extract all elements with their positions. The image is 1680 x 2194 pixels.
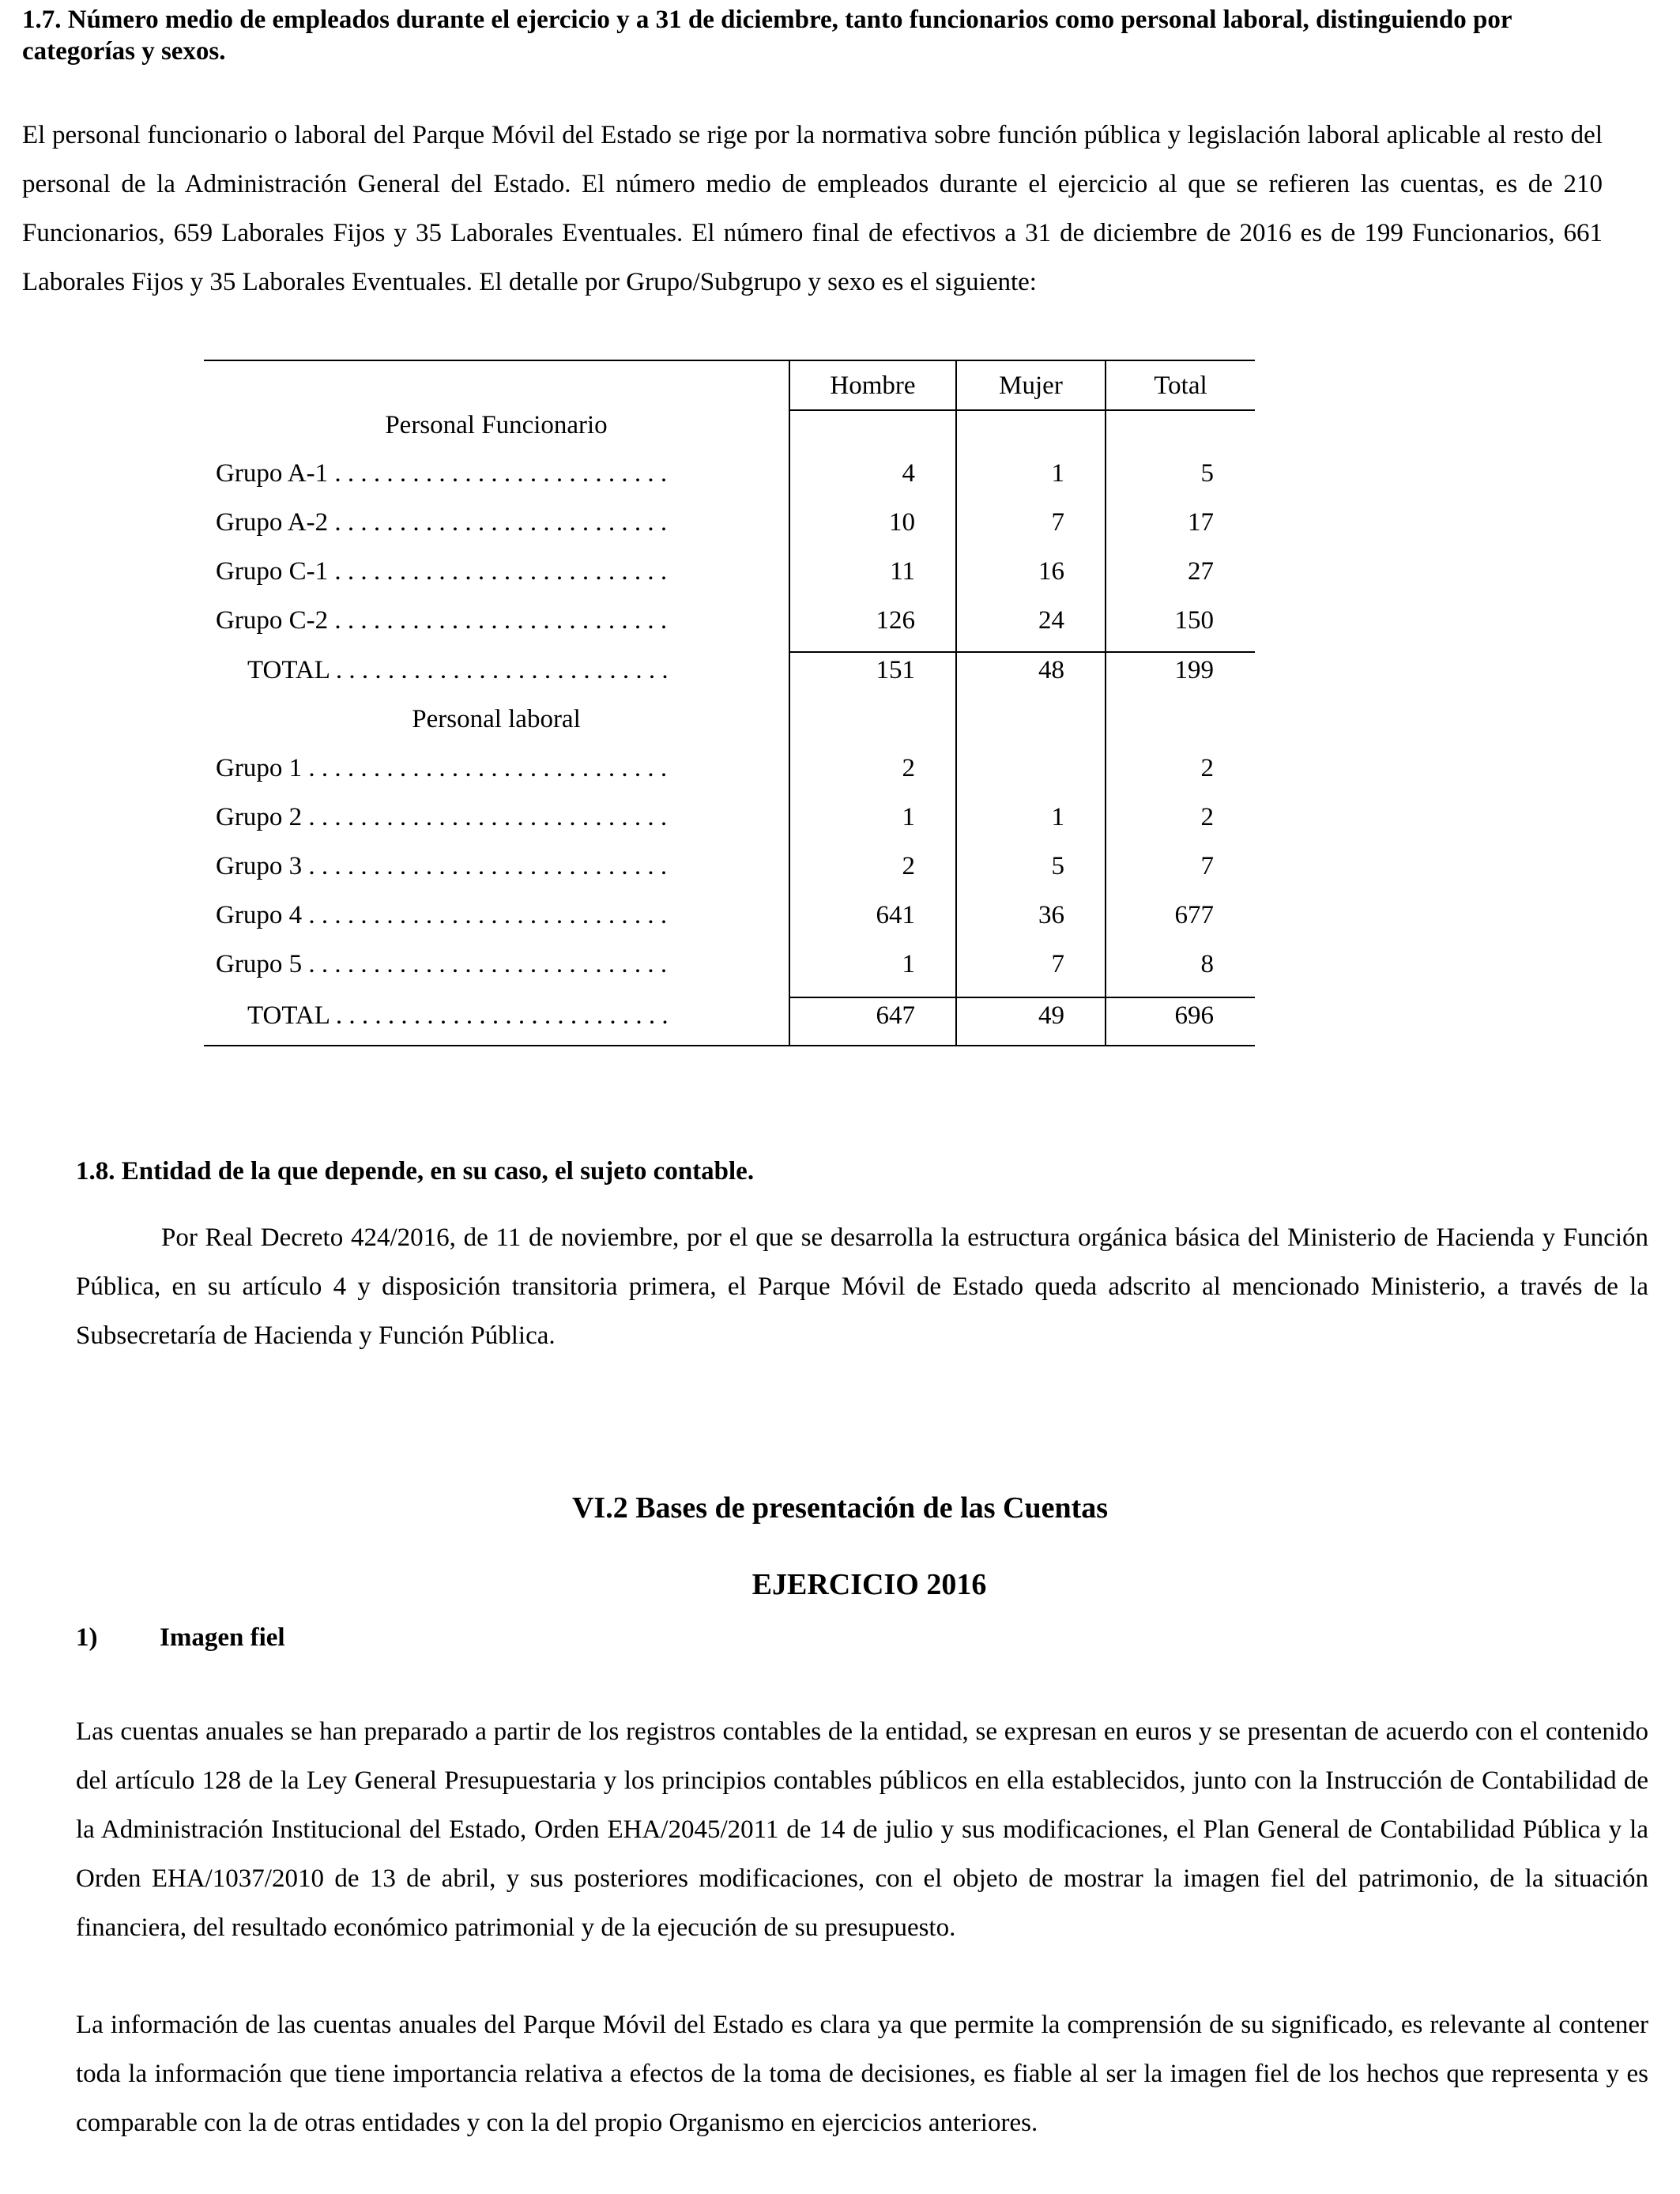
row-label-c2: Grupo C-2 . . . . . . . . . . . . . . . . . . . . . . . . . . bbox=[216, 606, 668, 635]
row-label-grupo-2: Grupo 2 . . . . . . . . . . . . . . . . . . . . . . . . . . . . bbox=[216, 803, 668, 831]
vi2-subtitle: EJERCICIO 2016 bbox=[751, 1568, 987, 1601]
cell-hombre: 641 bbox=[876, 901, 915, 929]
cell-hombre: 10 bbox=[889, 508, 915, 537]
cell-total-total: 199 bbox=[1174, 656, 1214, 684]
cell-mujer: 24 bbox=[1038, 606, 1064, 635]
cell-total: 27 bbox=[1188, 557, 1214, 586]
cell-hombre: 4 bbox=[902, 459, 915, 488]
header-hombre: Hombre bbox=[830, 371, 916, 400]
laboral-total-rule bbox=[789, 997, 1255, 998]
section-title-laboral: Personal laboral bbox=[412, 705, 581, 733]
vi2-title: VI.2 Bases de presentación de las Cuentas bbox=[571, 1491, 1109, 1525]
cell-mujer: 36 bbox=[1038, 901, 1064, 929]
cell-mujer-total: 48 bbox=[1038, 656, 1064, 684]
cell-total: 677 bbox=[1174, 901, 1214, 929]
cell-total: 2 bbox=[1200, 803, 1214, 831]
cell-mujer bbox=[955, 752, 1064, 784]
cell-mujer: 7 bbox=[1051, 950, 1064, 978]
table-bottom-rule bbox=[204, 1045, 1255, 1046]
section-1-7-paragraph: El personal funcionario o laboral del Parque Móvil del Estado se rige por la normativa sobre función pública y legislación laboral aplicable al resto del personal de la Administración General del Estado. El número medio de empleados durante el ejercicio al que se refieren las cuentas, es de 210 Funcionarios, 659 Laborales Fijos y 35 Laborales Eventuales. El número final de efectivos a 31 de diciembre de 2016 es de 199 Funcionarios, 661 Laborales Fijos y 35 Laborales Eventuales. El detalle por Grupo/Subgrupo y sexo es el siguiente: bbox=[22, 121, 1603, 296]
cell-hombre-total: 151 bbox=[876, 656, 915, 684]
cell-mujer: 7 bbox=[1051, 508, 1064, 537]
cell-total: 7 bbox=[1200, 852, 1214, 880]
cell-hombre: 1 bbox=[902, 950, 915, 978]
header-total: Total bbox=[1154, 371, 1207, 400]
row-label-laboral-total: TOTAL . . . . . . . . . . . . . . . . . . . . . . . . . . bbox=[247, 1001, 669, 1030]
header-mujer: Mujer bbox=[999, 371, 1063, 400]
cell-hombre: 2 bbox=[902, 754, 915, 782]
row-label-a2: Grupo A-2 . . . . . . . . . . . . . . . . . . . . . . . . . . bbox=[216, 508, 668, 537]
cell-hombre: 1 bbox=[902, 803, 915, 831]
cell-total: 17 bbox=[1188, 508, 1214, 537]
section-title-funcionario: Personal Funcionario bbox=[385, 411, 608, 439]
row-label-grupo-3: Grupo 3 . . . . . . . . . . . . . . . . . . . . . . . . . . . . bbox=[216, 852, 668, 880]
item-number: 1) bbox=[76, 1623, 98, 1652]
cell-hombre-total: 647 bbox=[876, 1001, 915, 1030]
cell-total-total: 696 bbox=[1174, 1001, 1214, 1030]
row-label-grupo-1: Grupo 1 . . . . . . . . . . . . . . . . . . . . . . . . . . . . bbox=[216, 754, 668, 782]
table-top-rule bbox=[204, 360, 1255, 361]
item-title: Imagen fiel bbox=[160, 1623, 285, 1652]
cell-hombre: 11 bbox=[890, 557, 915, 586]
cell-hombre: 2 bbox=[902, 852, 915, 880]
section-1-8-paragraph: Por Real Decreto 424/2016, de 11 de noviembre, por el que se desarrolla la estructura orgánica básica del Ministerio de Hacienda y Función Pública, en su artículo 4 y disposición transitoria primera, el Parque Móvil de Estado queda adscrito al mencionado Ministerio, a través de la Subsecretaría de Hacienda y Función Pública. bbox=[76, 1223, 1648, 1350]
row-label-grupo-4: Grupo 4 . . . . . . . . . . . . . . . . . . . . . . . . . . . . bbox=[216, 901, 668, 929]
funcionario-total-rule bbox=[789, 651, 1255, 653]
cell-mujer: 1 bbox=[1051, 459, 1064, 488]
imagen-fiel-paragraph-1: Las cuentas anuales se han preparado a partir de los registros contables de la entidad, se expresan en euros y se presentan de acuerdo con el contenido del artículo 128 de la Ley General Presupuestaria y los principios contables públicos en ella establecidos, junto con la Instrucción de Contabilidad de la Administración Institucional del Estado, Orden EHA/2045/2011 de 14 de julio y sus modificaciones, el Plan General de Contabilidad Pública y la Orden EHA/1037/2010 de 13 de abril, y sus posteriores modificaciones, con el objeto de mostrar la imagen fiel del patrimonio, de la situación financiera, del resultado económico patrimonial y de la ejecución de su presupuesto. bbox=[76, 1717, 1648, 1942]
section-1-7-heading: 1.7. Número medio de empleados durante el ejercicio y a 31 de diciembre, tanto funcionarios como personal laboral, distinguiendo por categorías y sexos. bbox=[22, 6, 1512, 66]
cell-mujer-total: 49 bbox=[1038, 1001, 1064, 1030]
cell-total: 5 bbox=[1200, 459, 1214, 488]
cell-total: 150 bbox=[1174, 606, 1214, 635]
cell-hombre: 126 bbox=[876, 606, 915, 635]
cell-total: 8 bbox=[1200, 950, 1214, 978]
cell-total: 2 bbox=[1200, 754, 1214, 782]
cell-mujer: 5 bbox=[1051, 852, 1064, 880]
row-label-a1: Grupo A-1 . . . . . . . . . . . . . . . . . . . . . . . . . . bbox=[216, 459, 668, 488]
staff-table bbox=[204, 360, 1255, 1047]
row-label-grupo-5: Grupo 5 . . . . . . . . . . . . . . . . . . . . . . . . . . . . bbox=[216, 950, 668, 978]
row-label-funcionario-total: TOTAL . . . . . . . . . . . . . . . . . . . . . . . . . . bbox=[247, 656, 669, 684]
header-bottom-rule bbox=[789, 409, 1255, 411]
cell-mujer: 16 bbox=[1038, 557, 1064, 586]
row-label-c1: Grupo C-1 . . . . . . . . . . . . . . . . . . . . . . . . . . bbox=[216, 557, 668, 586]
imagen-fiel-paragraph-2: La información de las cuentas anuales del Parque Móvil del Estado es clara ya que permite la comprensión de su significado, es relevante al contener toda la información que tiene importancia relativa a efectos de la toma de decisiones, es fiable al ser la imagen fiel de los hechos que representa y es comparable con la de otras entidades y con la del propio Organismo en ejercicios anteriores. bbox=[76, 2011, 1648, 2137]
cell-mujer: 1 bbox=[1051, 803, 1064, 831]
section-1-8-heading: 1.8. Entidad de la que depende, en su caso, el sujeto contable. bbox=[76, 1157, 755, 1186]
